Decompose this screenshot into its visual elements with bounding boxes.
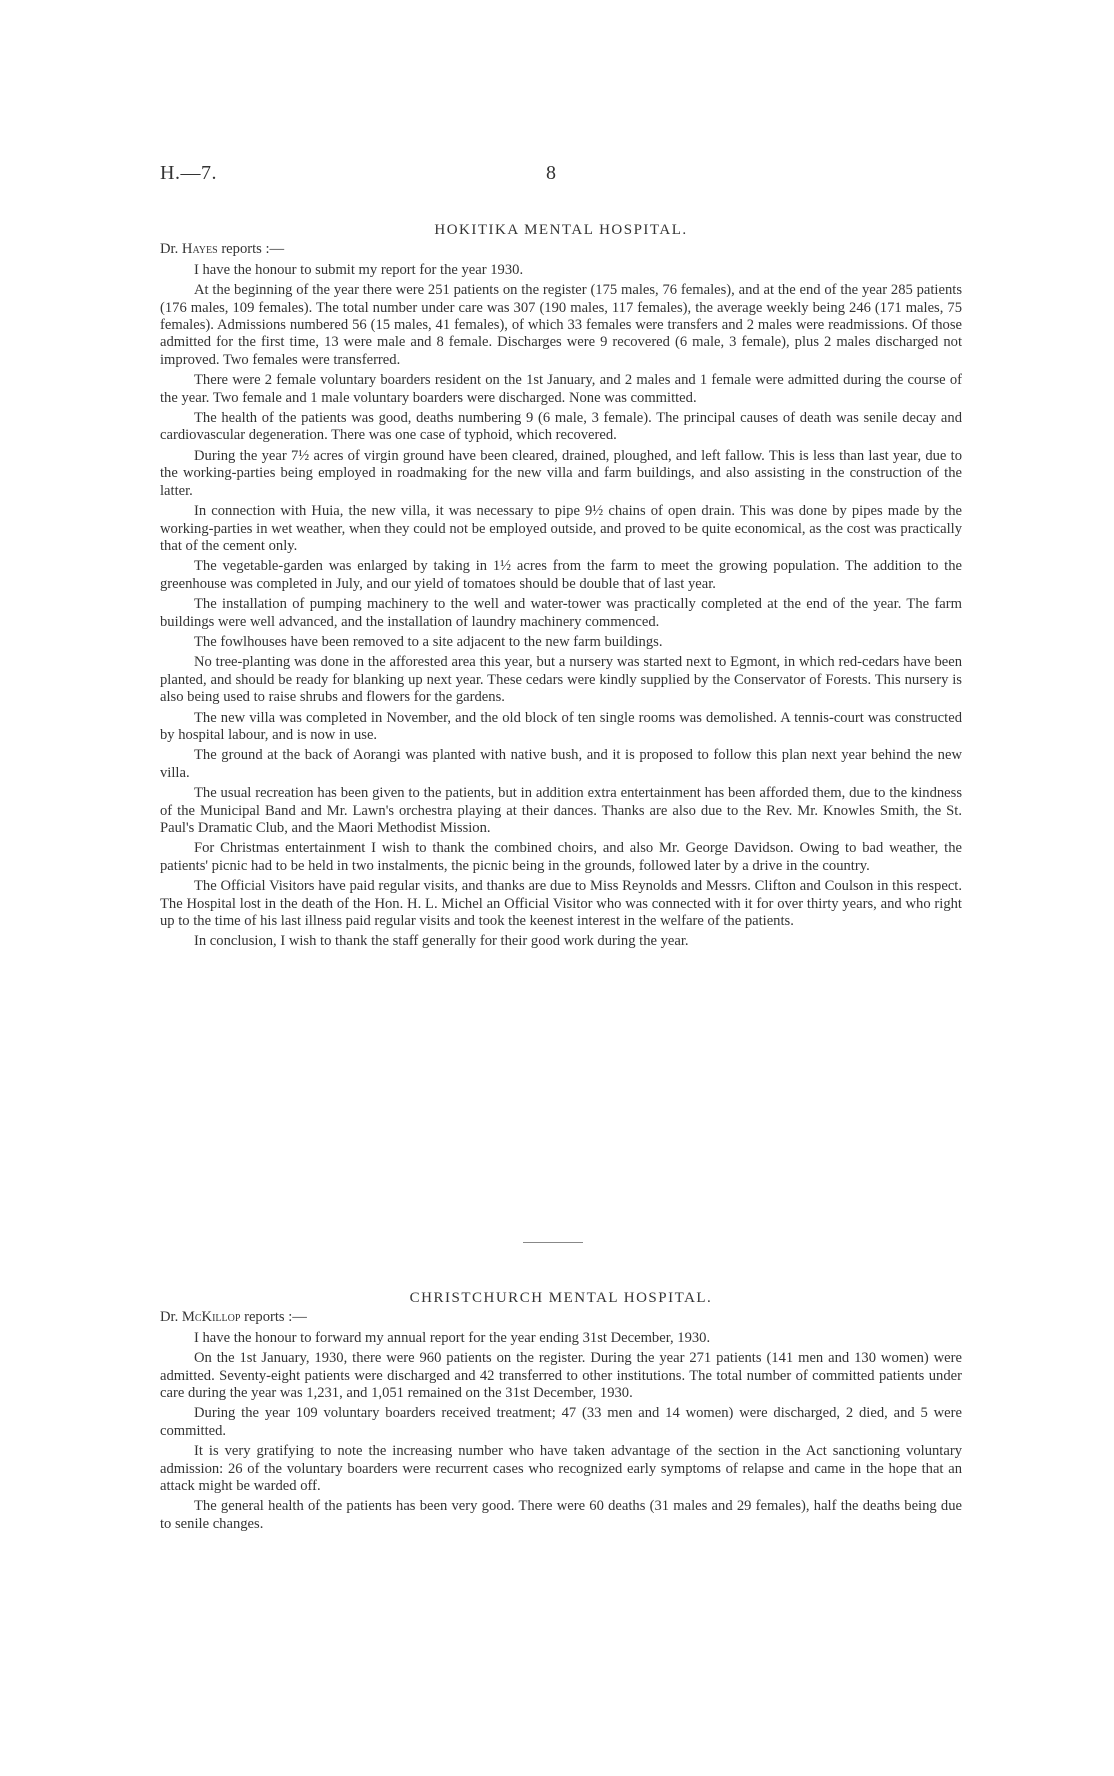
paragraph: It is very gratifying to note the increasing number who have taken advantage of the section in the Act sanctioning voluntary admission: 26 of the voluntary boarders were recurrent cases who recognized early symptoms of relapse and came in the hope that an attack might be warded off. — [160, 1443, 962, 1495]
paragraph: The usual recreation has been given to the patients, but in addition extra entertainment has been afforded them, due to the kindness of the Municipal Band and Mr. Lawn's orchestra playing at their dances. Thanks are also due to the Rev. Mr. Knowles Smith, the St. Paul's Dramatic Club, and the Maori Methodist Mission. — [160, 785, 962, 836]
reporter-suffix: reports :— — [221, 241, 285, 258]
paragraph: The vegetable-garden was enlarged by taking in 1½ acres from the farm to meet the growing population. The addition to the greenhouse was completed in July, and our yield of tomatoes should be double that of last year. — [160, 558, 962, 592]
document-reference: H.—7. — [160, 162, 217, 184]
paragraph: The Official Visitors have paid regular visits, and thanks are due to Miss Reynolds and Messrs. Clifton and Coulson in this respect. The Hospital lost in the death of the Hon. H. L. Michel an Official Visitor who was connected with it for over thirty years, and who right up to the time of his last illness paid regular visits and took the keenest interest in the welfare of the patients. — [160, 878, 962, 930]
reporter-prefix: Dr. — [160, 241, 179, 258]
paragraph: At the beginning of the year there were 251 patients on the register (175 males, 76 females), and at the end of the year 285 patients (176 males, 109 females). The total number under care was 307 (190 males, 117 females), the average weekly being 246 (171 males, 75 females). Admissions numbered 56 (15 males, 41 females), of which 33 females were transfers and 2 males were readmissions. Of those admitted for the first time, 13 were male and 8 female. Discharges were 9 recovered (6 male, 3 female), plus 2 males discharged not improved. Two females were transferred. — [160, 282, 962, 368]
christchurch-report-section — [160, 1290, 962, 1536]
paragraph: I have the honour to forward my annual report for the year ending 31st December, 1930. — [194, 1329, 711, 1346]
paragraph: The installation of pumping machinery to the well and water-tower was practically completed at the end of the year. The farm buildings were well advanced, and the installation of laundry machinery commenced. — [160, 596, 962, 630]
paragraph: During the year 7½ acres of virgin ground have been cleared, drained, ploughed, and left fallow. This is less than last year, due to the working-parties being employed in roadmaking for the new villa and farm buildings, and also assisting in the construction of the latter. — [160, 447, 962, 499]
reporter-suffix: reports :— — [244, 1309, 307, 1326]
paragraph: The new villa was completed in November, and the old block of ten single rooms was demolished. A tennis-court was constructed by hospital labour, and is now in use. — [160, 709, 962, 743]
reporter-line — [160, 241, 962, 258]
paragraph: In conclusion, I wish to thank the staff generally for their good work during the year. — [194, 933, 689, 950]
reporter-prefix: Dr. — [160, 1309, 179, 1326]
reporter-name: Hayes — [181, 241, 218, 258]
reporter-name: McKillop — [181, 1309, 241, 1326]
page-number: 8 — [546, 162, 556, 184]
paragraph: The general health of the patients has been very good. There were 60 deaths (31 males and 29 females), half the deaths being due to senile changes. — [160, 1498, 962, 1532]
paragraph: The fowlhouses have been removed to a site adjacent to the new farm buildings. — [194, 633, 663, 650]
paragraph: On the 1st January, 1930, there were 960 patients on the register. During the year 271 patients (141 men and 130 women) were admitted. Seventy-eight patients were discharged and 42 transferred to other institutions. The total number of committed patients under care during the year was 1,231, and 1,051 remained on the 31st December, 1930. — [160, 1350, 962, 1402]
paragraph: The ground at the back of Aorangi was planted with native bush, and it is proposed to follow this plan next year behind the new villa. — [160, 747, 962, 781]
reporter-line — [160, 1309, 962, 1326]
paragraph: There were 2 female voluntary boarders resident on the 1st January, and 2 males and 1 female were admitted during the course of the year. Two female and 1 male voluntary boarders were discharged. None was committed. — [160, 372, 962, 406]
paragraph: The health of the patients was good, deaths numbering 9 (6 male, 3 female). The principal causes of death was senile decay and cardiovascular degeneration. There was one case of typhoid, which recovered. — [160, 410, 962, 444]
section-title: CHRISTCHURCH MENTAL HOSPITAL. — [409, 1290, 713, 1306]
paragraph: During the year 109 voluntary boarders received treatment; 47 (33 men and 14 women) were discharged, 2 died, and 5 were committed. — [160, 1405, 962, 1439]
section-divider — [523, 1242, 583, 1243]
paragraph: In connection with Huia, the new villa, it was necessary to pipe 9½ chains of open drain. This was done by pipes made by the working-parties in wet weather, when they could not be employed outside, and proved to be quite economical, as the cost was practically that of the cement only. — [160, 503, 962, 554]
paragraph: No tree-planting was done in the afforested area this year, but a nursery was started next to Egmont, in which red-cedars have been planted, and should be ready for blanking up next year. These cedars were kindly supplied by the Conservator of Forests. This nursery is also being used to raise shrubs and flowers for the gardens. — [160, 654, 962, 706]
hokitika-report-section — [160, 222, 962, 954]
paragraph: I have the honour to submit my report for the year 1930. — [194, 261, 524, 278]
paragraph: For Christmas entertainment I wish to thank the combined choirs, and also Mr. George Davidson. Owing to bad weather, the patients' picnic had to be held in two instalments, the picnic being in the grounds, followed later by a drive in the country. — [160, 840, 962, 874]
section-title: HOKITIKA MENTAL HOSPITAL. — [434, 222, 688, 238]
